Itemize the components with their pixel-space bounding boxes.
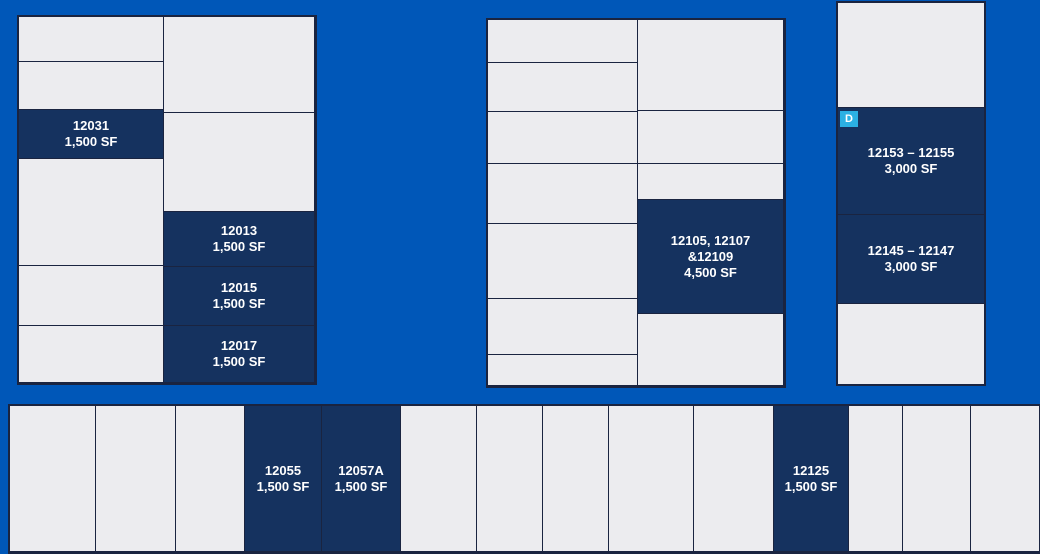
unit-number: 12017 <box>220 338 258 353</box>
unit-vacant[interactable] <box>18 325 164 383</box>
unit-vacant[interactable] <box>175 405 245 552</box>
unit-vacant[interactable] <box>637 313 784 386</box>
unit-number: 12031 <box>72 118 110 133</box>
unit-number: 12153 – 12155 <box>867 145 955 160</box>
unit-number-line1: 12105, 12107 <box>670 232 751 248</box>
unit-12031[interactable] <box>18 109 164 159</box>
unit-12105-12107-12109[interactable] <box>637 199 784 314</box>
unit-12055[interactable] <box>244 405 322 552</box>
unit-vacant[interactable] <box>637 19 784 111</box>
unit-vacant[interactable] <box>487 298 638 355</box>
unit-area: 1,500 SF <box>212 354 266 369</box>
unit-number: 12015 <box>220 280 258 295</box>
unit-vacant[interactable] <box>163 112 315 212</box>
unit-number: 12055 <box>264 462 302 478</box>
unit-number: 12057A <box>338 462 384 478</box>
unit-12057a[interactable] <box>321 405 401 552</box>
unit-number: 12145 – 12147 <box>867 243 955 258</box>
unit-vacant[interactable] <box>848 405 903 552</box>
d-marker-badge: D <box>840 111 858 127</box>
unit-vacant[interactable] <box>18 61 164 110</box>
unit-vacant[interactable] <box>487 223 638 299</box>
unit-area: 1,500 SF <box>212 239 266 254</box>
unit-vacant[interactable] <box>902 405 971 552</box>
unit-12125[interactable] <box>773 405 849 552</box>
unit-12145-12147[interactable] <box>837 214 985 304</box>
unit-vacant[interactable] <box>18 16 164 62</box>
unit-number: 12013 <box>220 223 258 238</box>
unit-vacant[interactable] <box>608 405 694 552</box>
unit-area: 1,500 SF <box>212 296 266 311</box>
unit-vacant[interactable] <box>18 265 164 326</box>
unit-vacant[interactable] <box>95 405 176 552</box>
unit-vacant[interactable] <box>542 405 609 552</box>
unit-vacant[interactable] <box>487 163 638 224</box>
unit-number: 12125 <box>792 462 830 478</box>
unit-area: 3,000 SF <box>884 259 938 274</box>
unit-12153-12155[interactable] <box>837 107 985 215</box>
unit-vacant[interactable] <box>837 2 985 108</box>
unit-area: 4,500 SF <box>684 264 737 280</box>
unit-vacant[interactable] <box>637 110 784 164</box>
unit-vacant[interactable] <box>693 405 774 552</box>
unit-vacant[interactable] <box>9 405 96 552</box>
unit-vacant[interactable] <box>487 62 638 112</box>
unit-12013[interactable] <box>163 211 315 267</box>
unit-12015[interactable] <box>163 266 315 326</box>
unit-vacant[interactable] <box>400 405 477 552</box>
unit-vacant[interactable] <box>970 405 1040 552</box>
unit-number-line2: &12109 <box>687 248 734 264</box>
unit-area: 1,500 SF <box>256 478 310 494</box>
unit-area: 3,000 SF <box>884 161 938 176</box>
unit-vacant[interactable] <box>837 303 985 385</box>
unit-area: 1,500 SF <box>334 478 388 494</box>
unit-vacant[interactable] <box>487 111 638 164</box>
unit-vacant[interactable] <box>18 158 164 266</box>
unit-area: 1,500 SF <box>64 134 118 149</box>
unit-area: 1,500 SF <box>784 478 838 494</box>
unit-vacant[interactable] <box>487 19 638 63</box>
unit-vacant[interactable] <box>487 354 638 386</box>
unit-12017[interactable] <box>163 325 315 383</box>
unit-vacant[interactable] <box>637 163 784 200</box>
unit-vacant[interactable] <box>163 16 315 113</box>
unit-vacant[interactable] <box>476 405 543 552</box>
